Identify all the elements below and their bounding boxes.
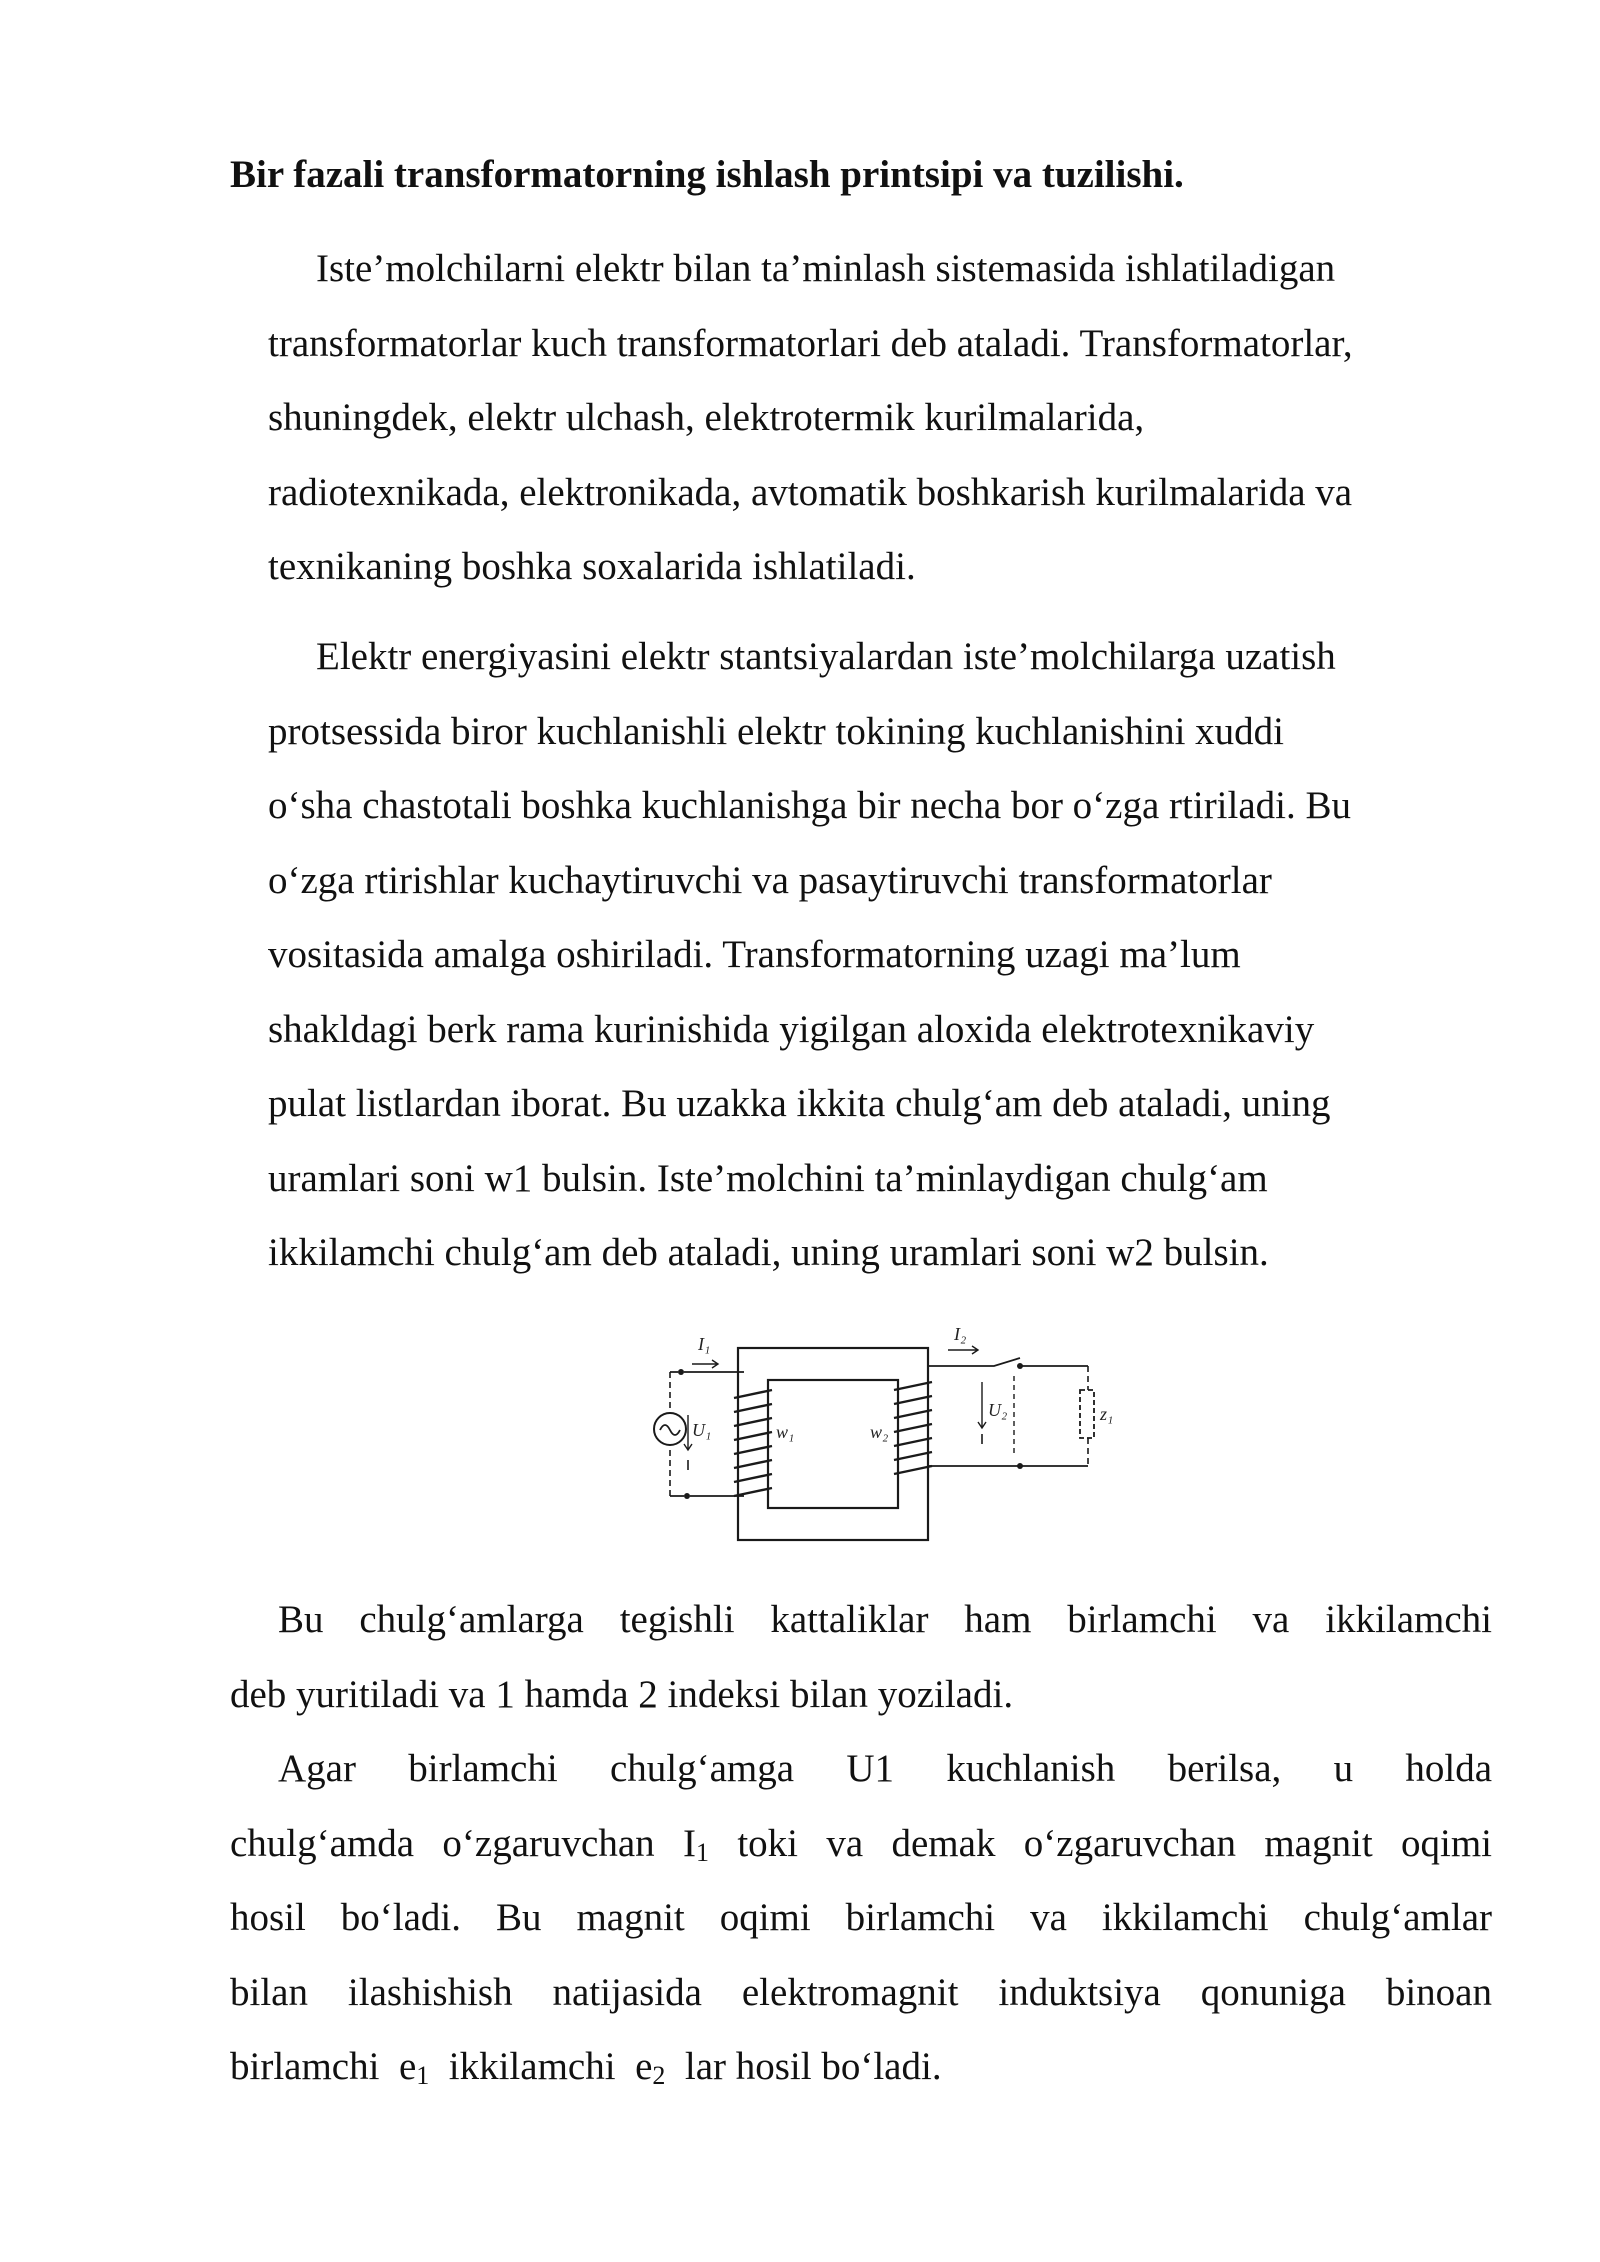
- paragraph-line: Agar birlamchi chulg‘amga U1 kuchlanish berilsa, u holda: [278, 1747, 1492, 1790]
- label-u1: U₁: [692, 1420, 712, 1440]
- primary-current-arrow: [692, 1360, 718, 1368]
- text-run: lar hosil bo‘ladi.: [665, 2045, 942, 2088]
- paragraph-line: o‘zga rtirishlar kuchaytiruvchi va pasaytiruvchi transformatorlar: [268, 858, 1272, 902]
- transformer-diagram-svg: [648, 1320, 1128, 1550]
- paragraph-line: [230, 2030, 1492, 2105]
- paragraph-line: shakldagi berk rama kurinishida yigilgan aloxida elektrotexnikaviy: [268, 1007, 1315, 1051]
- subscript: 2: [652, 2061, 666, 2090]
- ac-source-icon: [654, 1413, 686, 1445]
- label-i2: I₂: [954, 1324, 967, 1344]
- paragraph-line: bilan ilashishish natijasida elektromagnit induktsiya qonuniga binoan: [230, 1970, 1492, 2014]
- transformer-circuit-diagram: [648, 1320, 1128, 1550]
- paragraph-1: [268, 232, 1488, 605]
- subscript: 1: [416, 2061, 430, 2090]
- text-run: chulg‘amda o‘zgaruvchan I: [230, 1821, 696, 1865]
- load-impedance: [1080, 1390, 1094, 1438]
- paragraph-line: shuningdek, elektr ulchash, elektrotermik kurilmalarida,: [268, 396, 1145, 439]
- label-u2: U₂: [988, 1400, 1008, 1420]
- paragraph-3: [230, 1583, 1492, 1732]
- label-w2: w₂: [870, 1422, 889, 1442]
- paragraph-line: radiotexnikada, elektronikada, avtomatik boshkarish kurilmalarida va: [268, 470, 1353, 514]
- paragraph-line: transformatorlar kuch transformatorlari deb ataladi. Transformatorlar,: [268, 321, 1353, 365]
- paragraph-line: protsessida biror kuchlanishli elektr tokining kuchlanishini xuddi: [268, 709, 1285, 753]
- secondary-top-wire: [928, 1358, 1088, 1366]
- paragraph-line: Bu chulg‘amlarga tegishli kattaliklar ham birlamchi va ikkilamchi: [278, 1598, 1492, 1641]
- paragraph-line: uramlari soni w1 bulsin. Iste’molchini ta’minlaydigan chulg‘am: [268, 1156, 1268, 1200]
- text-run: birlamchi e: [230, 2045, 417, 2088]
- paragraph-line: deb yuritiladi va 1 hamda 2 indeksi bilan yoziladi.: [230, 1672, 1014, 1716]
- paragraph-line: Elektr energiyasini elektr stantsiyalardan iste’molchilarga uzatish: [316, 635, 1336, 678]
- paragraph-line: texnikaning boshka soxalarida ishlatiladi.: [268, 545, 916, 588]
- label-i1: I₁: [698, 1334, 711, 1354]
- text-run: toki va demak o‘zgaruvchan magnit oqimi: [708, 1821, 1492, 1865]
- paragraph-line: ikkilamchi chulg‘am deb ataladi, uning uramlari soni w2 bulsin.: [268, 1231, 1269, 1274]
- paragraph-line: vositasida amalga oshiriladi. Transformatorning uzagi ma’lum: [268, 933, 1241, 976]
- paragraph-4: [230, 1732, 1492, 2105]
- paragraph-2: [268, 620, 1488, 1291]
- transformer-core-inner: [768, 1380, 898, 1508]
- paragraph-line: [230, 1807, 1492, 1882]
- secondary-current-arrow: [948, 1346, 978, 1354]
- u2-arrow: [978, 1382, 986, 1428]
- label-z: z₁: [1100, 1404, 1114, 1424]
- paragraph-line: Iste’molchilarni elektr bilan ta’minlash sistemasida ishlatiladigan: [316, 247, 1336, 290]
- secondary-winding: [894, 1382, 932, 1474]
- primary-winding: [734, 1390, 772, 1496]
- text-run: ikkilamchi e: [429, 2045, 653, 2088]
- label-w1: w₁: [776, 1422, 795, 1442]
- page-title: Bir fazali transformatorning ishlash printsipi va tuzilishi.: [230, 153, 1184, 196]
- paragraph-line: pulat listlardan iborat. Bu uzakka ikkita chulg‘am deb ataladi, uning: [268, 1082, 1331, 1125]
- paragraph-line: o‘sha chastotali boshka kuchlanishga bir necha bor o‘zga rtiriladi. Bu: [268, 784, 1352, 827]
- paragraph-line: hosil bo‘ladi. Bu magnit oqimi birlamchi va ikkilamchi chulg‘amlar: [230, 1896, 1492, 1939]
- subscript: 1: [695, 1837, 709, 1867]
